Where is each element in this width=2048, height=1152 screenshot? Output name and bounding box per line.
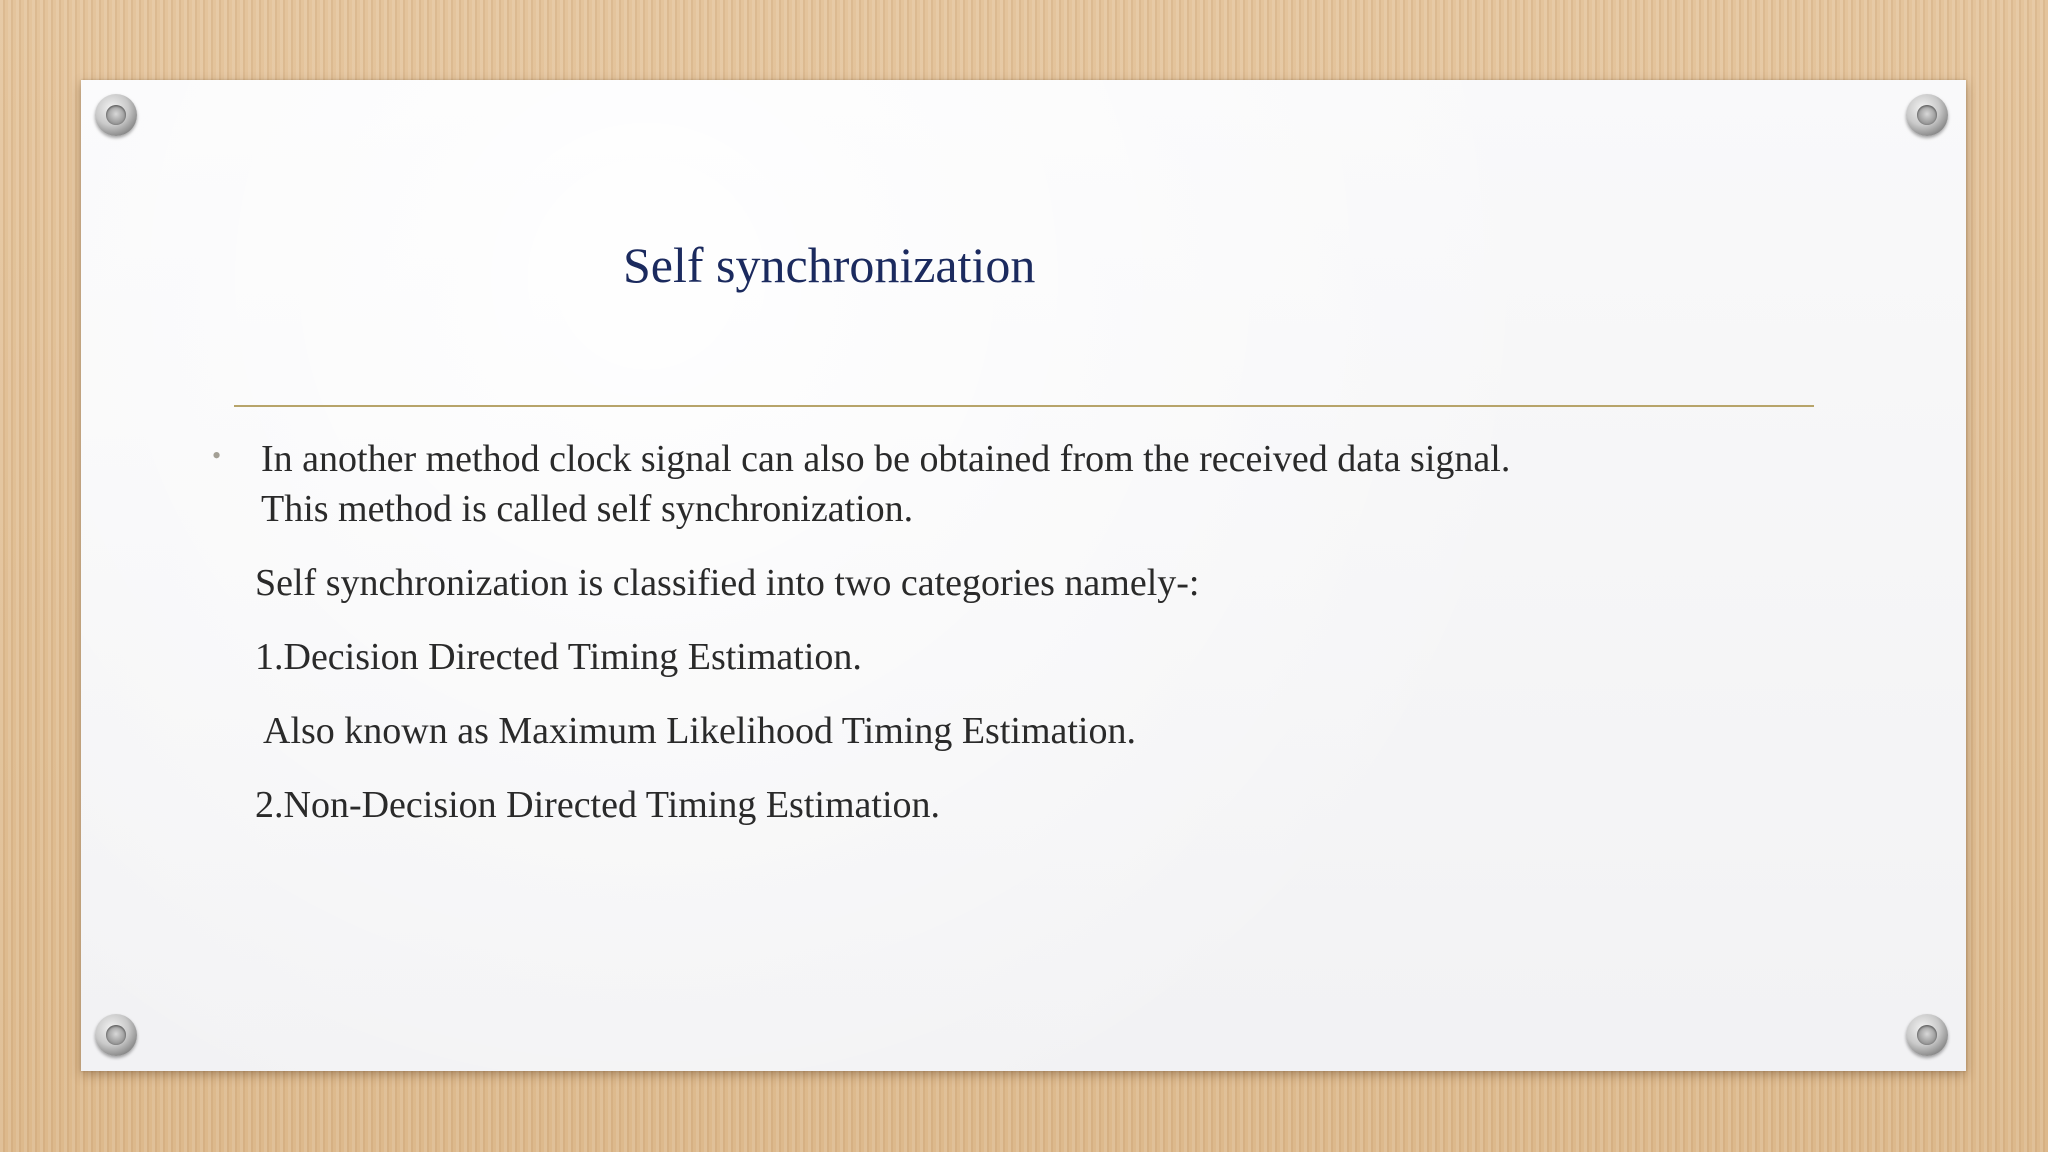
paragraph-categories: Self synchronization is classified into two categories namely-: — [255, 562, 1200, 604]
paragraph-item-2: 2.Non-Decision Directed Timing Estimation. — [255, 784, 941, 826]
slide-body — [81, 80, 1966, 1071]
bullet-line-1: In another method clock signal can also be obtained from the received data signal. — [261, 438, 1511, 480]
slide-title: Self synchronization — [623, 237, 1036, 293]
bullet-marker: • — [212, 441, 222, 470]
paragraph-item-1: 1.Decision Directed Timing Estimation. — [255, 636, 862, 678]
paragraph-item-1-note: Also known as Maximum Likelihood Timing Estimation. — [263, 710, 1136, 752]
slide-card — [81, 80, 1966, 1071]
bullet-line-2: This method is called self synchronization. — [261, 488, 914, 530]
